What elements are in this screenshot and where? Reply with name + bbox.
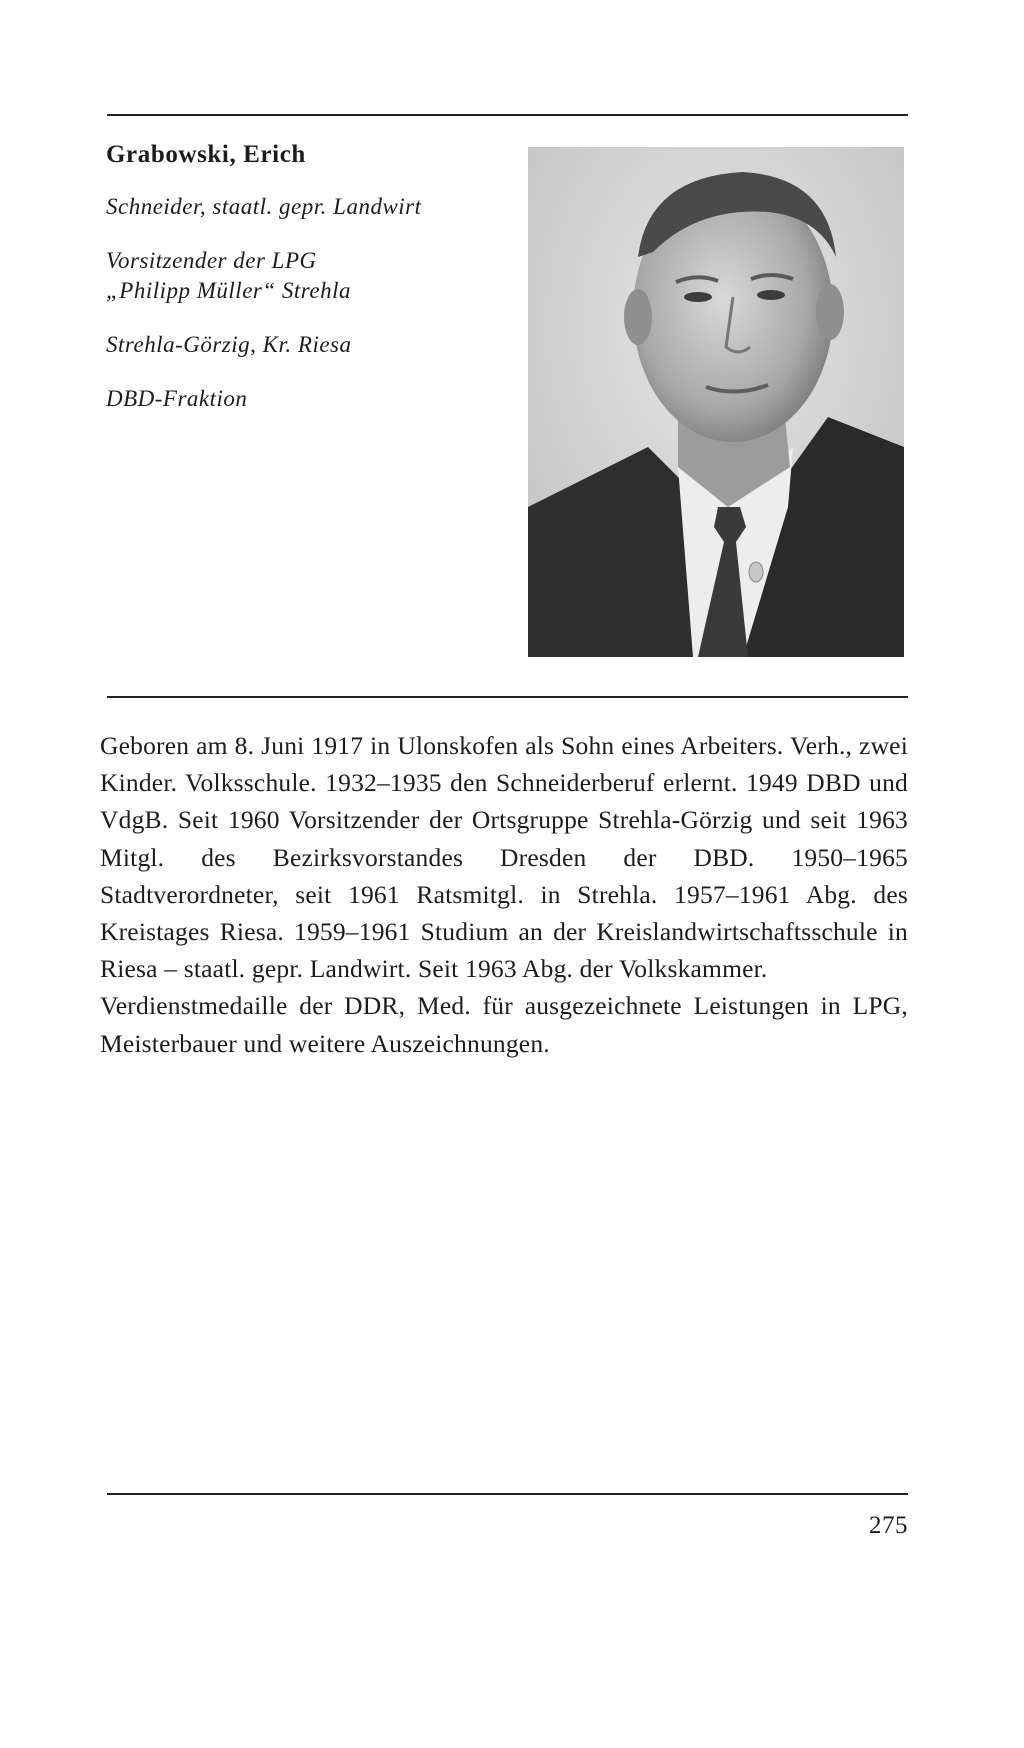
occupation: Schneider, staatl. gepr. Landwirt xyxy=(106,194,422,219)
top-rule xyxy=(107,114,908,116)
position-line-2: „Philipp Müller“ Strehla xyxy=(106,278,351,303)
biography-paragraph-1: Geboren am 8. Juni 1917 in Ulonskofen als Sohn eines Arbeiters. Verh., zwei Kinder. Volksschule. 1932–1935 den Schneiderberuf erlernt. 1949 DBD und VdgB. Seit 1960 Vorsitzender der Ortsgruppe Strehla-Görzig und seit 1963 Mitgl. des Bezirksvorstandes Dresden der DBD. 1950–1965 Stadtverordneter, seit 1961 Ratsmitgl. in Strehla. 1957–1961 Abg. des Kreistages Riesa. 1959–1961 Studium an der Kreislandwirtschaftsschule in Riesa – staatl. gepr. Landwirt. Seit 1963 Abg. der Volkskammer. xyxy=(100,731,908,984)
page-number: 275 xyxy=(869,1512,908,1539)
portrait-photo xyxy=(528,147,904,657)
middle-rule xyxy=(107,696,908,698)
faction: DBD-Fraktion xyxy=(106,386,248,411)
position-line-1: Vorsitzender der LPG xyxy=(106,248,317,273)
person-name: Grabowski, Erich xyxy=(106,141,306,168)
residence: Strehla-Görzig, Kr. Riesa xyxy=(106,332,352,357)
bottom-rule xyxy=(107,1493,908,1495)
entry-header xyxy=(106,140,526,414)
portrait-illustration xyxy=(528,147,904,657)
biography-text xyxy=(100,727,908,1062)
biography-paragraph-2: Verdienstmedaille der DDR, Med. für ausgezeichnete Leistungen in LPG, Meisterbauer und weitere Auszeichnungen. xyxy=(100,991,908,1058)
